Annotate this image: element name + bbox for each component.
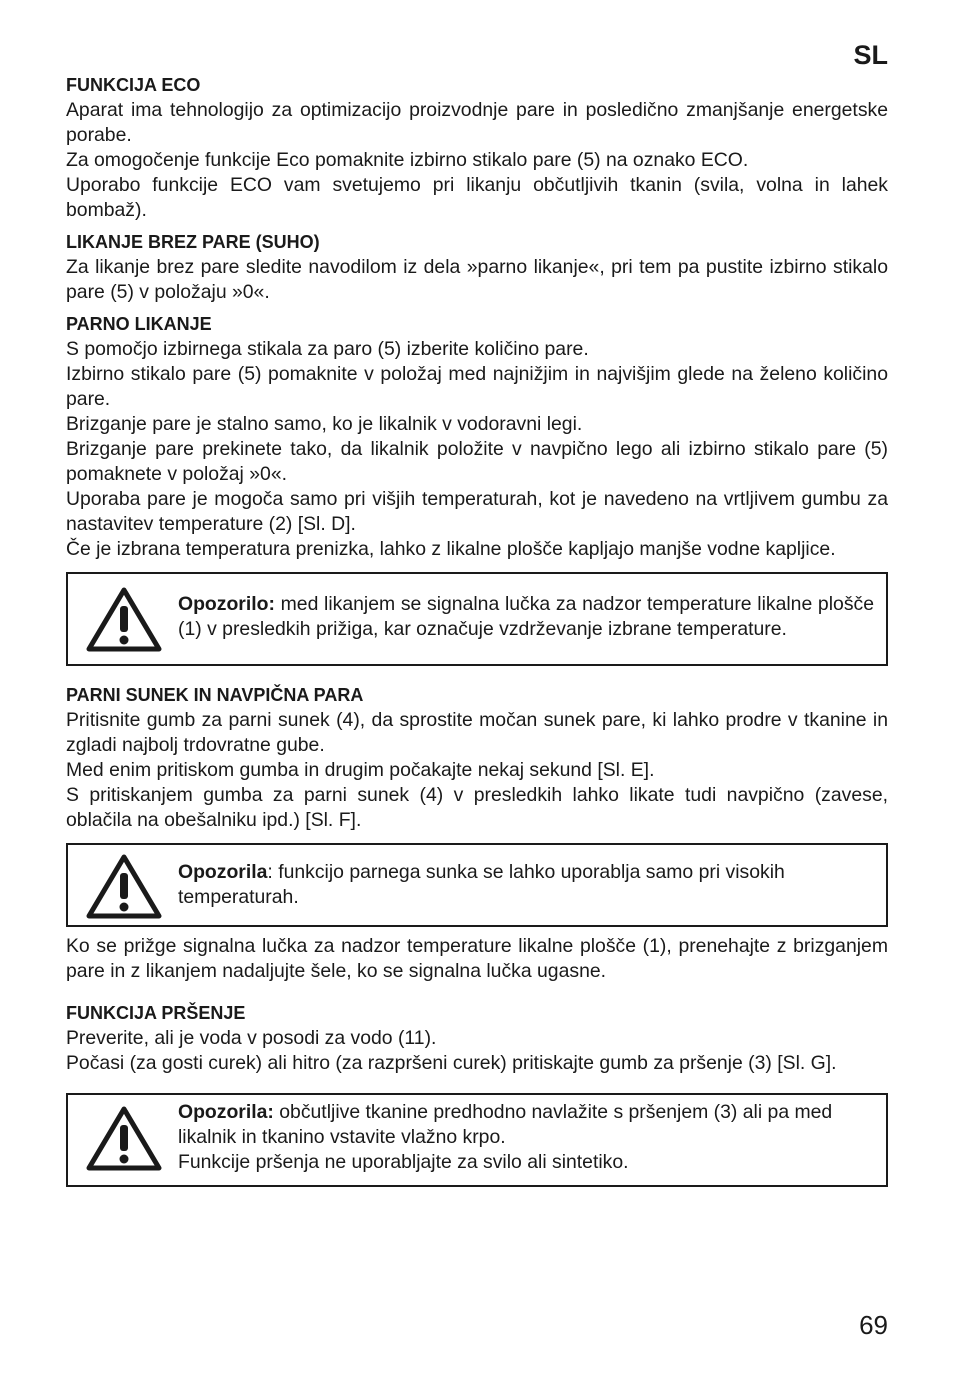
after-warning-2-paragraph: Ko se prižge signalna lučka za nadzor temperature likalne plošče (1), prenehajte z brizganjem pare in z likanjem nadaljujte šele, ko se signalna lučka ugasne. bbox=[66, 935, 888, 982]
warning-box-2 bbox=[66, 843, 888, 927]
warning-box-3 bbox=[66, 1093, 888, 1187]
page-content bbox=[66, 73, 888, 1187]
dry-ironing-heading: LIKANJE BREZ PARE (SUHO) bbox=[66, 232, 320, 252]
dry-ironing-paragraph-1: Za likanje brez pare sledite navodilom iz dela »parno likanje«, pri tem pa pustite izbirno stikalo pare (5) v položaju »0«. bbox=[66, 256, 888, 303]
eco-heading: FUNKCIJA ECO bbox=[66, 75, 201, 95]
warning-2-text bbox=[178, 860, 874, 910]
warning-3-message: občutljive tkanine predhodno navlažite s pršenjem (3) ali pa med likalnik in tkanino vstavite vlažno krpo. bbox=[178, 1101, 833, 1148]
steam-paragraph-5: Uporaba pare je mogoča samo pri višjih temperaturah, kot je navedeno na vrtljivem gumbu za nastavitev temperature (2) [Sl. D]. bbox=[66, 488, 888, 535]
eco-paragraph-1: Aparat ima tehnologijo za optimizacijo proizvodnje pare in posledično zmanjšanje energetske porabe. bbox=[66, 99, 888, 146]
burst-paragraph-1: Pritisnite gumb za parni sunek (4), da sprostite močan sunek pare, ki lahko prodre v tkanine in zgladi najbolj trdovratne gube. bbox=[66, 709, 888, 756]
spray-paragraph-1: Preverite, ali je voda v posodi za vodo (11). bbox=[66, 1027, 437, 1049]
warning-box-1 bbox=[66, 572, 888, 666]
warning-3-message-2: Funkcije pršenja ne uporabljajte za svilo ali sintetiko. bbox=[178, 1151, 629, 1173]
eco-paragraph-3: Uporabo funkcije ECO vam svetujemo pri likanju občutljivih tkanin (svila, volna in lahek bombaž). bbox=[66, 174, 888, 221]
steam-paragraph-3: Brizganje pare je stalno samo, ko je likalnik v vodoravni legi. bbox=[66, 413, 583, 435]
spray-heading: FUNKCIJA PRŠENJE bbox=[66, 1003, 246, 1023]
warning-2-label: Opozorila bbox=[178, 861, 268, 883]
warning-triangle-icon bbox=[86, 853, 162, 919]
warning-3-label: Opozorila: bbox=[178, 1101, 274, 1123]
warning-triangle-icon bbox=[86, 586, 162, 652]
page-number: 69 bbox=[859, 1310, 888, 1340]
warning-1-message: med likanjem se signalna lučka za nadzor temperature likalne plošče (1) v presledkih prižiga, kar označuje vzdrževanje izbrane temperature. bbox=[178, 593, 874, 640]
warning-1-label: Opozorilo: bbox=[178, 593, 275, 615]
steam-paragraph-4: Brizganje pare prekinete tako, da likalnik položite v navpično lego ali izbirno stikalo pare (5) pomaknete v položaj »0«. bbox=[66, 438, 888, 485]
burst-paragraph-2: Med enim pritiskom gumba in drugim počakajte nekaj sekund [Sl. E]. bbox=[66, 759, 655, 781]
warning-triangle-icon bbox=[86, 1105, 162, 1171]
warning-3-text bbox=[178, 1100, 874, 1175]
warning-1-text bbox=[178, 592, 874, 642]
steam-paragraph-6: Če je izbrana temperatura prenizka, lahko z likalne plošče kapljajo manjše vodne kapljice. bbox=[66, 538, 836, 560]
language-code: SL bbox=[853, 40, 888, 70]
spray-paragraph-2: Počasi (za gosti curek) ali hitro (za razpršeni curek) pritiskajte gumb za pršenje (3) [Sl. G]. bbox=[66, 1052, 837, 1074]
steam-paragraph-2: Izbirno stikalo pare (5) pomaknite v položaj med najnižjim in najvišjim glede na želeno količino pare. bbox=[66, 363, 888, 410]
burst-paragraph-3: S pritiskanjem gumba za parni sunek (4) v presledkih lahko likate tudi navpično (zavese, oblačila na obešalniku ipd.) [Sl. F]. bbox=[66, 784, 888, 831]
eco-paragraph-2: Za omogočenje funkcije Eco pomaknite izbirno stikalo pare (5) na oznako ECO. bbox=[66, 149, 749, 171]
steam-burst-heading: PARNI SUNEK IN NAVPIČNA PARA bbox=[66, 685, 364, 705]
steam-ironing-heading: PARNO LIKANJE bbox=[66, 314, 212, 334]
steam-paragraph-1: S pomočjo izbirnega stikala za paro (5) izberite količino pare. bbox=[66, 338, 589, 360]
warning-2-message: : funkcijo parnega sunka se lahko uporablja samo pri visokih temperaturah. bbox=[178, 861, 785, 908]
